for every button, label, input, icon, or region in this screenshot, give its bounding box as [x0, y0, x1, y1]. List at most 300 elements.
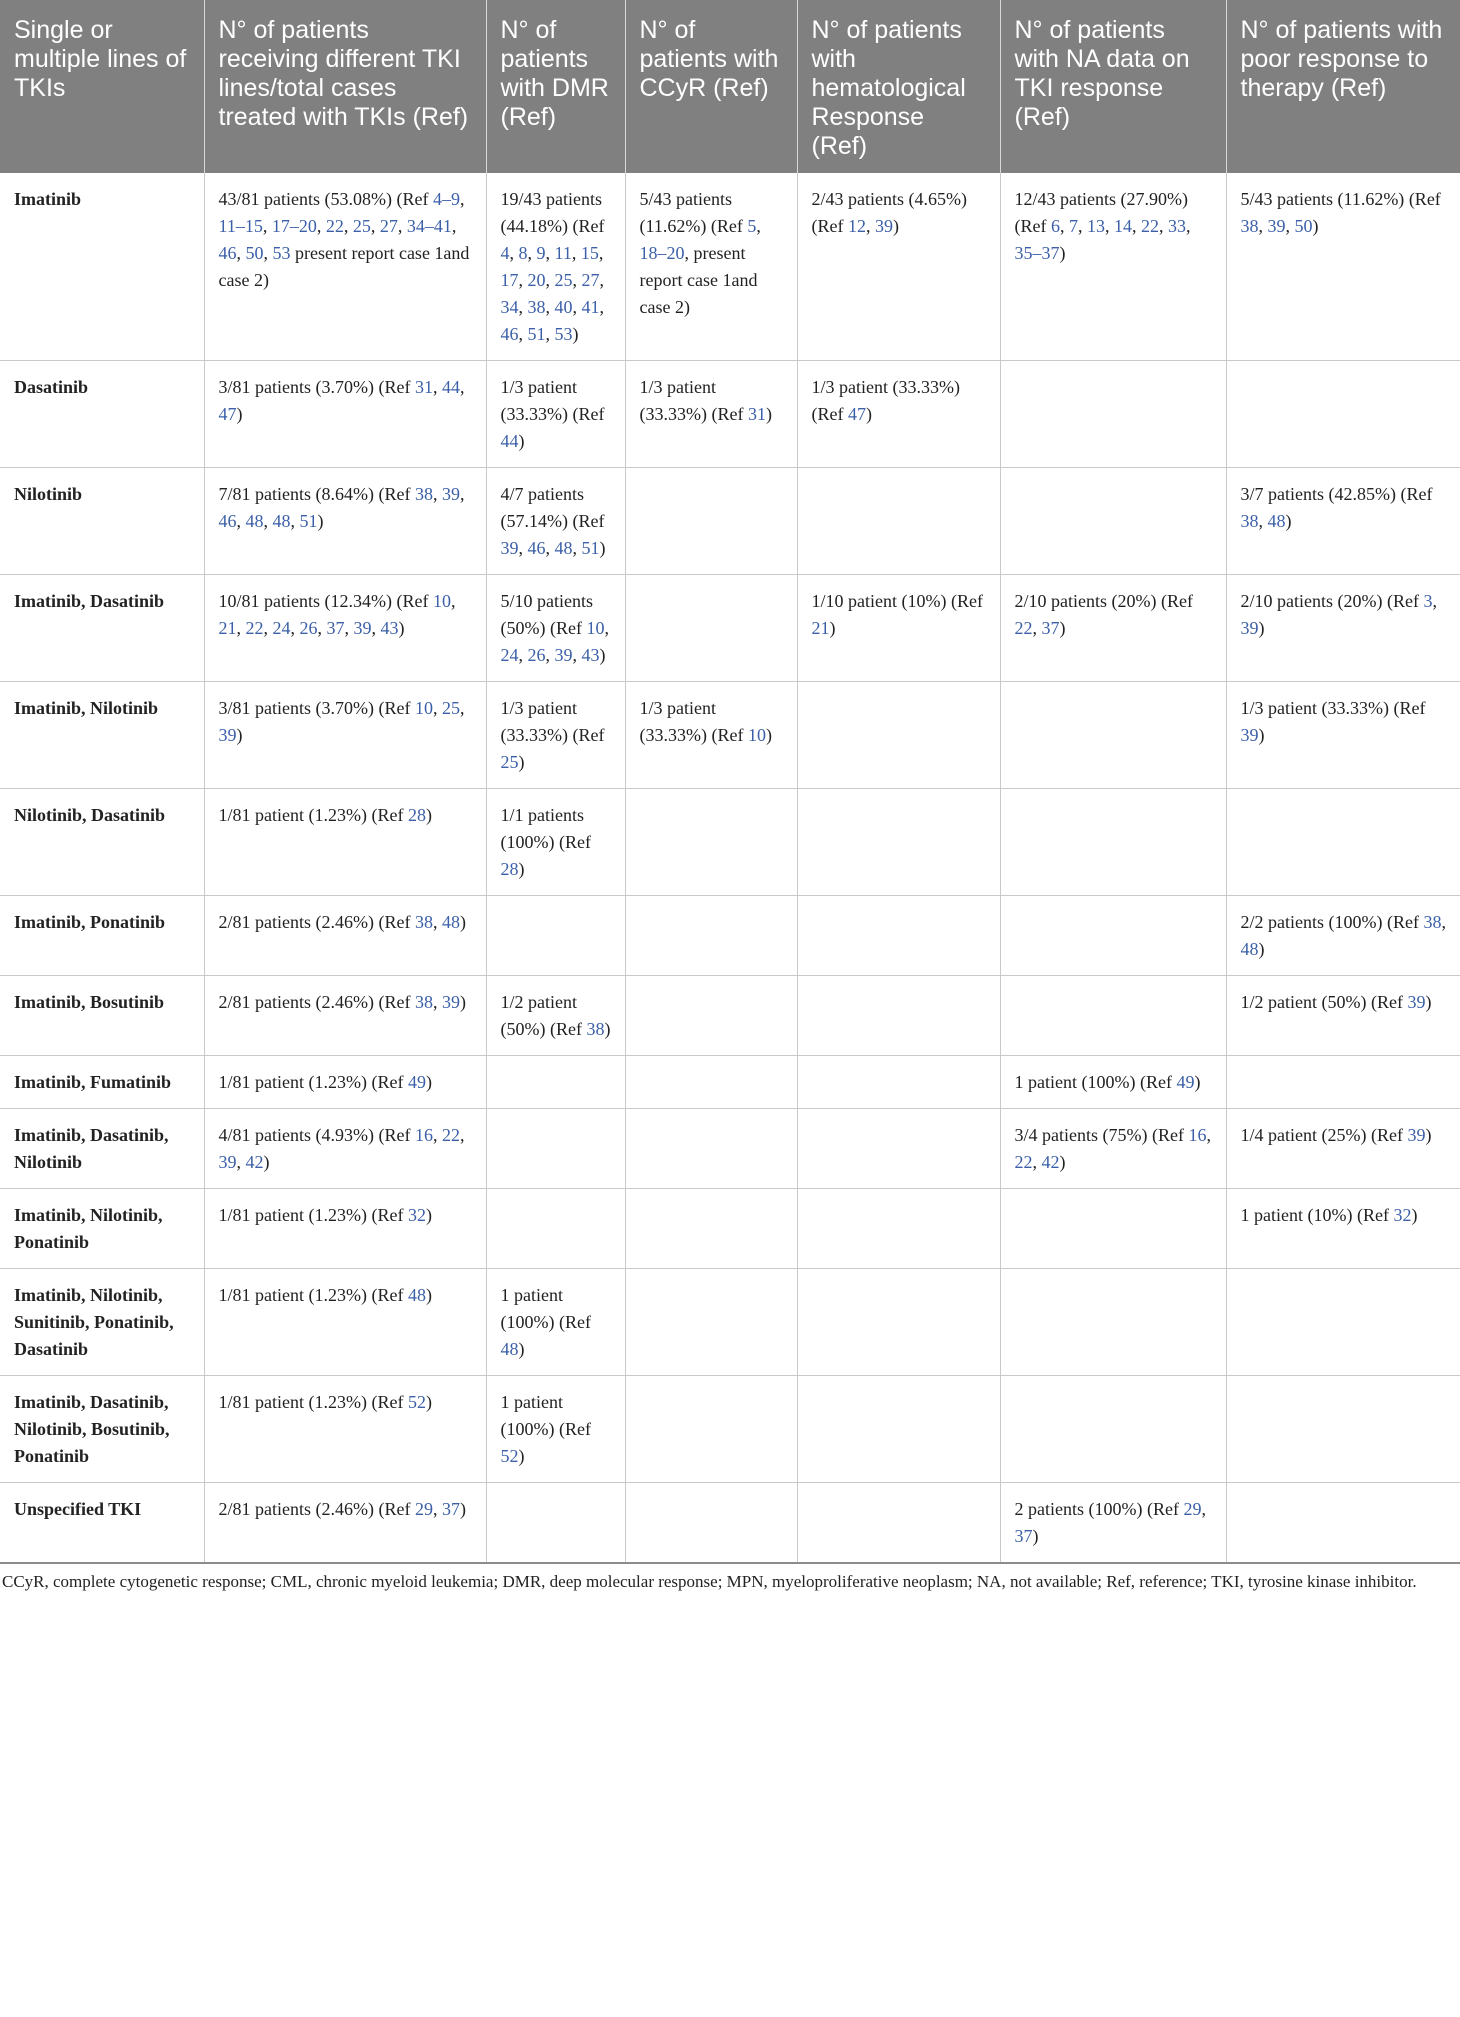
cell-text: (Ref: [396, 591, 433, 611]
table-footnote: CCyR, complete cytogenetic response; CML, chronic myeloid leukemia; DMR, deep molecular response; MPN, myeloproliferative neoplasm; NA, not available; Ref, reference; TKI, tyrosine kinase inhibitor.: [2, 1572, 1417, 1591]
reference-link[interactable]: 16: [414, 1125, 433, 1145]
cell-text: (Ref: [371, 1392, 408, 1412]
table-row: [0, 1189, 1460, 1269]
reference-link[interactable]: 43: [581, 645, 600, 665]
dmr-cell: [486, 789, 625, 896]
reference-link[interactable]: 32: [407, 1205, 426, 1225]
patients-receiving-cell: [204, 1109, 486, 1189]
reference-link[interactable]: 10: [414, 698, 433, 718]
cell-text: (57.14%): [500, 511, 568, 531]
reference-link[interactable]: 38: [1423, 912, 1442, 932]
reference-link[interactable]: 47: [847, 404, 866, 424]
cell-text: ,: [432, 698, 442, 718]
cell-text: 2/2 patients: [1240, 912, 1324, 932]
cell-text: ,: [236, 243, 246, 263]
reference-link[interactable]: 14: [1113, 216, 1132, 236]
cell-text: (100%): [1081, 1072, 1136, 1092]
cell-text: (Ref: [549, 1019, 587, 1039]
reference-link[interactable]: 48: [1240, 939, 1259, 959]
patients-receiving-cell: [204, 468, 486, 575]
reference-link[interactable]: 39: [218, 725, 237, 745]
table-header: [0, 0, 1460, 173]
reference-link[interactable]: 5: [747, 216, 757, 236]
cell-text: (12.34%): [324, 591, 392, 611]
cell-text: ): [1258, 725, 1265, 745]
reference-link[interactable]: 10: [432, 591, 451, 611]
ccyr-cell: [625, 1056, 797, 1109]
reference-link[interactable]: 42: [245, 1152, 264, 1172]
ccyr-cell: [625, 173, 797, 361]
reference-link[interactable]: 39: [1407, 1125, 1426, 1145]
reference-link[interactable]: 33: [1167, 216, 1186, 236]
cell-text: 2/81 patients: [218, 912, 311, 932]
reference-link[interactable]: 37: [1014, 1526, 1033, 1546]
reference-link[interactable]: 26: [299, 618, 318, 638]
reference-link[interactable]: 8: [518, 243, 528, 263]
cell-text: (20%): [1111, 591, 1157, 611]
cell-text: (20%): [1337, 591, 1383, 611]
cell-text: (33.33%): [639, 725, 707, 745]
cell-text: ): [459, 912, 466, 932]
reference-link[interactable]: 48: [407, 1285, 426, 1305]
tki-combination-cell: Dasatinib: [0, 361, 204, 468]
cell-text: ,: [459, 1125, 465, 1145]
header-poor-response: N° of patients with poor response to therapy (Ref): [1226, 0, 1460, 173]
reference-link[interactable]: 39: [1240, 618, 1259, 638]
reference-link[interactable]: 24: [500, 645, 519, 665]
header-ccyr: N° of patients with CCyR (Ref): [625, 0, 797, 173]
reference-link[interactable]: 22: [1014, 618, 1033, 638]
reference-link[interactable]: 21: [218, 618, 237, 638]
cell-text: ,: [545, 270, 555, 290]
reference-link[interactable]: 38: [414, 484, 433, 504]
hematological-response-cell: [797, 1056, 1000, 1109]
cell-text: ,: [572, 270, 582, 290]
cell-text: ,: [236, 511, 246, 531]
na-data-cell: [1000, 1109, 1226, 1189]
reference-link[interactable]: 46: [500, 324, 519, 344]
reference-link[interactable]: 53: [554, 324, 573, 344]
cell-text: ,: [432, 1125, 442, 1145]
dmr-cell: [486, 976, 625, 1056]
reference-link[interactable]: 32: [1393, 1205, 1412, 1225]
tki-combination-cell: Nilotinib, Dasatinib: [0, 789, 204, 896]
cell-text: ,: [518, 297, 528, 317]
cell-text: (75%): [1102, 1125, 1148, 1145]
cell-text: ): [1411, 1205, 1418, 1225]
reference-link[interactable]: 22: [441, 1125, 460, 1145]
dmr-cell: [486, 575, 625, 682]
reference-link[interactable]: 25: [441, 698, 460, 718]
reference-link[interactable]: 16: [1188, 1125, 1207, 1145]
poor-response-cell: [1226, 1376, 1460, 1483]
cell-text: ,: [459, 698, 465, 718]
reference-link[interactable]: 38: [527, 297, 546, 317]
dmr-cell: [486, 468, 625, 575]
cell-text: (33.33%): [500, 725, 568, 745]
na-data-cell: [1000, 1376, 1226, 1483]
cell-text: (Ref: [1386, 591, 1424, 611]
cell-text: ,: [1285, 216, 1295, 236]
reference-link[interactable]: 34–41: [406, 216, 452, 236]
reference-link[interactable]: 20: [527, 270, 546, 290]
dmr-cell: [486, 173, 625, 361]
reference-link[interactable]: 39: [1240, 725, 1259, 745]
hematological-response-cell: [797, 1376, 1000, 1483]
reference-link[interactable]: 10: [586, 618, 605, 638]
poor-response-cell: [1226, 1056, 1460, 1109]
cell-text: (Ref: [396, 189, 433, 209]
reference-link[interactable]: 38: [414, 992, 433, 1012]
cell-text: ): [765, 404, 772, 424]
reference-link[interactable]: 39: [500, 538, 519, 558]
reference-link[interactable]: 39: [1407, 992, 1426, 1012]
cell-text: ): [518, 1446, 525, 1466]
reference-link[interactable]: 11–15: [218, 216, 263, 236]
cell-text: ): [425, 1205, 432, 1225]
reference-link[interactable]: 28: [407, 805, 426, 825]
reference-link[interactable]: 13: [1086, 216, 1105, 236]
cell-text: 10/81 patients: [218, 591, 320, 611]
reference-link[interactable]: 39: [441, 484, 460, 504]
table-row: [0, 575, 1460, 682]
reference-link[interactable]: 6: [1050, 216, 1060, 236]
cell-text: 5/43 patients (11.62%): [1240, 189, 1405, 209]
reference-link[interactable]: 15: [580, 243, 599, 263]
cell-text: 1/81 patient: [218, 1072, 304, 1092]
ccyr-cell: [625, 1269, 797, 1376]
cell-text: 1/1 patients: [500, 805, 584, 825]
reference-link[interactable]: 51: [299, 511, 318, 531]
reference-link[interactable]: 39: [218, 1152, 237, 1172]
reference-link[interactable]: 22: [245, 618, 264, 638]
tki-combination-cell: Unspecified TKI: [0, 1483, 204, 1564]
na-data-cell: [1000, 468, 1226, 575]
cell-text: 1/81 patient: [218, 1392, 304, 1412]
reference-link[interactable]: 21: [811, 618, 830, 638]
na-data-cell: [1000, 361, 1226, 468]
reference-link[interactable]: 52: [500, 1446, 519, 1466]
reference-link[interactable]: 48: [554, 538, 573, 558]
cell-text: ,: [1032, 618, 1042, 638]
header-dmr: N° of patients with DMR (Ref): [486, 0, 625, 173]
cell-text: ): [1258, 939, 1265, 959]
reference-link[interactable]: 46: [218, 243, 237, 263]
cell-text: (Ref: [378, 1125, 415, 1145]
hematological-response-cell: [797, 1189, 1000, 1269]
reference-link[interactable]: 37: [1041, 618, 1060, 638]
reference-link[interactable]: 39: [554, 645, 573, 665]
table-row: [0, 1483, 1460, 1564]
reference-link[interactable]: 31: [414, 377, 433, 397]
reference-link[interactable]: 4–9: [432, 189, 460, 209]
reference-link[interactable]: 17: [500, 270, 519, 290]
hematological-response-cell: [797, 173, 1000, 361]
cell-text: (Ref: [378, 377, 415, 397]
reference-link[interactable]: 29: [414, 1499, 433, 1519]
cell-text: ,: [1059, 216, 1069, 236]
cell-text: ,: [432, 912, 442, 932]
cell-text: 19/43 patients (44.18%): [500, 189, 602, 236]
cell-text: ): [572, 324, 579, 344]
cell-text: ,: [518, 324, 528, 344]
reference-link[interactable]: 27: [379, 216, 398, 236]
cell-text: (Ref: [811, 216, 848, 236]
cell-text: (Ref: [710, 216, 748, 236]
poor-response-cell: [1226, 789, 1460, 896]
hematological-response-cell: [797, 1483, 1000, 1564]
reference-link[interactable]: 10: [747, 725, 766, 745]
cell-text: (2.46%): [315, 912, 374, 932]
reference-link[interactable]: 49: [407, 1072, 426, 1092]
reference-link[interactable]: 48: [245, 511, 264, 531]
reference-link[interactable]: 28: [500, 859, 519, 879]
reference-link[interactable]: 35–37: [1014, 243, 1060, 263]
tki-combination-cell: Imatinib, Nilotinib, Sunitinib, Ponatinib, Dasatinib: [0, 1269, 204, 1376]
patients-receiving-cell: [204, 789, 486, 896]
reference-link[interactable]: 12: [847, 216, 866, 236]
cell-text: ): [317, 511, 324, 531]
ccyr-cell: [625, 1376, 797, 1483]
poor-response-cell: [1226, 361, 1460, 468]
reference-link[interactable]: 25: [352, 216, 371, 236]
na-data-cell: [1000, 173, 1226, 361]
reference-link[interactable]: 40: [554, 297, 573, 317]
cell-text: ): [1059, 243, 1066, 263]
cell-text: ): [425, 805, 432, 825]
reference-link[interactable]: 37: [441, 1499, 460, 1519]
dmr-cell: [486, 1109, 625, 1189]
cell-text: ,: [263, 618, 273, 638]
reference-link[interactable]: 49: [1176, 1072, 1195, 1092]
cell-text: (Ref: [371, 1205, 408, 1225]
patients-receiving-cell: [204, 1269, 486, 1376]
cell-text: (100%): [500, 1312, 555, 1332]
reference-link[interactable]: 22: [325, 216, 344, 236]
cell-text: ): [1258, 618, 1265, 638]
cell-text: 43/81 patients (53.08%): [218, 189, 392, 209]
cell-text: ,: [459, 484, 465, 504]
reference-link[interactable]: 42: [1041, 1152, 1060, 1172]
reference-link[interactable]: 52: [407, 1392, 426, 1412]
cell-text: 1 patient: [500, 1285, 563, 1305]
cell-text: 2/81 patients: [218, 992, 311, 1012]
cell-text: ,: [432, 377, 442, 397]
cell-text: (Ref: [950, 591, 983, 611]
cell-text: (Ref: [1370, 1125, 1408, 1145]
cell-text: ,: [1441, 912, 1446, 932]
cell-text: ,: [432, 992, 442, 1012]
cell-text: ): [599, 538, 606, 558]
patients-receiving-cell: [204, 976, 486, 1056]
cell-text: (100%): [500, 1419, 555, 1439]
tki-combination-cell: Imatinib: [0, 173, 204, 361]
na-data-cell: [1000, 1269, 1226, 1376]
reference-link[interactable]: 43: [380, 618, 399, 638]
poor-response-cell: [1226, 896, 1460, 976]
cell-text: ,: [518, 270, 528, 290]
cell-text: (Ref: [811, 404, 848, 424]
cell-text: ,: [1104, 216, 1114, 236]
tki-combination-cell: Imatinib, Fumatinib: [0, 1056, 204, 1109]
table-row: [0, 976, 1460, 1056]
reference-link[interactable]: 46: [218, 511, 237, 531]
reference-link[interactable]: 25: [500, 752, 519, 772]
reference-link[interactable]: 53: [272, 243, 291, 263]
table-row: [0, 1056, 1460, 1109]
dmr-cell: [486, 361, 625, 468]
reference-link[interactable]: 9: [536, 243, 546, 263]
reference-link[interactable]: 48: [441, 912, 460, 932]
reference-link[interactable]: 50: [245, 243, 264, 263]
cell-text: ): [398, 618, 405, 638]
reference-link[interactable]: 46: [527, 538, 546, 558]
cell-text: (42.85%): [1328, 484, 1396, 504]
hematological-response-cell: [797, 682, 1000, 789]
reference-link[interactable]: 39: [353, 618, 372, 638]
cell-text: (10%): [1307, 1205, 1353, 1225]
cell-text: ,: [450, 591, 456, 611]
cell-text: (Ref: [558, 1312, 591, 1332]
cell-text: ): [236, 725, 243, 745]
cell-text: ): [518, 431, 525, 451]
hematological-response-cell: [797, 361, 1000, 468]
reference-link[interactable]: 24: [272, 618, 291, 638]
cell-text: ,: [545, 243, 555, 263]
cell-text: (50%): [1321, 992, 1367, 1012]
cell-text: ,: [1185, 216, 1191, 236]
cell-text: ,: [263, 243, 273, 263]
cell-text: (Ref: [1393, 698, 1426, 718]
cell-text: ,: [599, 297, 604, 317]
cell-text: ,: [432, 1499, 442, 1519]
cell-text: ): [425, 1392, 432, 1412]
reference-link[interactable]: 4: [500, 243, 510, 263]
cell-text: present report case 1and case 2): [218, 243, 470, 290]
cell-text: (3.70%): [315, 377, 374, 397]
poor-response-cell: [1226, 1483, 1460, 1564]
patients-receiving-cell: [204, 1376, 486, 1483]
cell-text: ): [518, 1339, 525, 1359]
poor-response-cell: [1226, 173, 1460, 361]
cell-text: ,: [432, 484, 442, 504]
reference-link[interactable]: 11: [554, 243, 572, 263]
cell-text: ,: [518, 645, 528, 665]
ccyr-cell: [625, 976, 797, 1056]
reference-link[interactable]: 38: [1240, 216, 1259, 236]
reference-link[interactable]: 37: [326, 618, 345, 638]
cell-text: (50%): [500, 1019, 546, 1039]
cell-text: ,: [371, 618, 381, 638]
cell-text: (1.23%): [308, 1072, 367, 1092]
cell-text: , present report case 1and case 2): [639, 243, 758, 317]
reference-link[interactable]: 47: [218, 404, 237, 424]
hematological-response-cell: [797, 896, 1000, 976]
reference-link[interactable]: 22: [1014, 1152, 1033, 1172]
reference-link[interactable]: 39: [874, 216, 893, 236]
cell-text: 1/3 patient: [500, 698, 577, 718]
reference-link[interactable]: 17–20: [271, 216, 317, 236]
hematological-response-cell: [797, 1109, 1000, 1189]
reference-link[interactable]: 50: [1294, 216, 1313, 236]
reference-link[interactable]: 48: [500, 1339, 519, 1359]
cell-text: 1/3 patient: [1240, 698, 1317, 718]
cell-text: (Ref: [1408, 189, 1441, 209]
cell-text: (10%): [901, 591, 947, 611]
cell-text: ,: [262, 216, 272, 236]
cell-text: ): [518, 752, 525, 772]
cell-text: 3/4 patients: [1014, 1125, 1098, 1145]
reference-link[interactable]: 44: [500, 431, 519, 451]
reference-link[interactable]: 39: [1267, 216, 1286, 236]
cell-text: ,: [1032, 1152, 1042, 1172]
cell-text: ,: [598, 243, 604, 263]
cell-text: (33.33%): [500, 404, 568, 424]
cell-text: 3/81 patients: [218, 698, 311, 718]
reference-link[interactable]: 26: [527, 645, 546, 665]
reference-link[interactable]: 18–20: [639, 243, 685, 263]
reference-link[interactable]: 38: [414, 912, 433, 932]
cell-text: (2.46%): [315, 992, 374, 1012]
hematological-response-cell: [797, 1269, 1000, 1376]
cell-text: (3.70%): [315, 698, 374, 718]
cell-text: ): [892, 216, 899, 236]
reference-link[interactable]: 44: [441, 377, 460, 397]
reference-link[interactable]: 34: [500, 297, 519, 317]
reference-link[interactable]: 7: [1068, 216, 1078, 236]
cell-text: ): [1312, 216, 1319, 236]
reference-link[interactable]: 51: [527, 324, 546, 344]
cell-text: 1/10 patient: [811, 591, 897, 611]
cell-text: (Ref: [711, 404, 748, 424]
poor-response-cell: [1226, 575, 1460, 682]
reference-link[interactable]: 3: [1423, 591, 1433, 611]
poor-response-cell: [1226, 976, 1460, 1056]
hematological-response-cell: [797, 789, 1000, 896]
reference-link[interactable]: 29: [1183, 1499, 1202, 1519]
reference-link[interactable]: 51: [581, 538, 600, 558]
reference-link[interactable]: 31: [747, 404, 766, 424]
cell-text: ,: [1158, 216, 1168, 236]
reference-link[interactable]: 22: [1140, 216, 1159, 236]
cell-text: (Ref: [378, 1499, 415, 1519]
cell-text: ,: [545, 538, 555, 558]
reference-link[interactable]: 27: [581, 270, 600, 290]
reference-link[interactable]: 48: [272, 511, 291, 531]
cell-text: (Ref: [1139, 1072, 1177, 1092]
reference-link[interactable]: 38: [586, 1019, 605, 1039]
reference-link[interactable]: 41: [581, 297, 600, 317]
cell-text: (2.46%): [315, 1499, 374, 1519]
tki-combination-cell: Imatinib, Nilotinib: [0, 682, 204, 789]
dmr-cell: [486, 896, 625, 976]
cell-text: ,: [604, 618, 609, 638]
cell-text: ): [459, 992, 466, 1012]
reference-link[interactable]: 48: [1267, 511, 1286, 531]
reference-link[interactable]: 38: [1240, 511, 1259, 531]
cell-text: 1 patient: [1240, 1205, 1303, 1225]
table-row: [0, 896, 1460, 976]
reference-link[interactable]: 25: [554, 270, 573, 290]
reference-link[interactable]: 39: [441, 992, 460, 1012]
cell-text: (25%): [1321, 1125, 1367, 1145]
cell-text: (Ref: [378, 992, 415, 1012]
na-data-cell: [1000, 789, 1226, 896]
cell-text: (1.23%): [308, 1285, 367, 1305]
cell-text: (Ref: [1400, 484, 1433, 504]
cell-text: ,: [572, 645, 582, 665]
ccyr-cell: [625, 896, 797, 976]
